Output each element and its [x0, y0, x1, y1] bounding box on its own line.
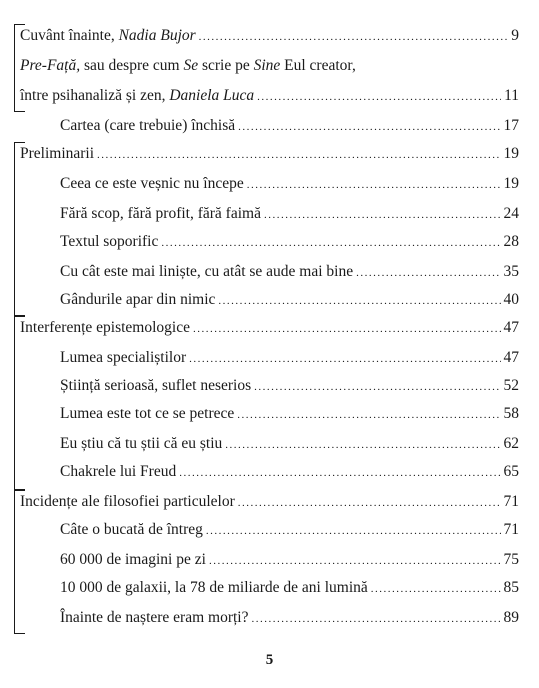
toc-subentry	[60, 402, 519, 426]
toc-title-segment: Pre-Față,	[20, 57, 81, 74]
toc-title-segment: Înainte de naștere eram morți?	[60, 609, 249, 626]
toc-title-segment: Cartea (care trebuie) închisă	[60, 117, 236, 134]
toc-subentry	[60, 374, 519, 398]
dot-leader	[209, 549, 501, 573]
toc-title-segment: 60 000 de imagini pe zi	[60, 551, 206, 568]
dot-leader	[238, 115, 500, 139]
toc-entry-title	[20, 54, 356, 78]
toc-page-number: 65	[503, 463, 519, 480]
dot-leader	[237, 403, 500, 427]
toc-page-number: 85	[503, 579, 519, 596]
dot-leader	[206, 519, 501, 543]
toc-entry-title	[60, 202, 261, 226]
toc-entry-title	[60, 576, 368, 600]
toc-subentry	[60, 172, 519, 196]
toc-page-number: 47	[503, 349, 519, 366]
toc-page-number: 35	[503, 263, 519, 280]
dot-leader	[161, 231, 500, 255]
toc-entry-title	[60, 346, 186, 370]
dot-leader	[225, 433, 500, 457]
toc-entry	[20, 490, 519, 514]
dot-leader	[247, 173, 501, 197]
toc-subentry	[60, 518, 519, 542]
toc-entry-title	[60, 230, 158, 254]
toc-entry-title	[60, 548, 206, 572]
toc-entry	[20, 84, 519, 108]
toc-title-segment: Textul soporific	[60, 233, 159, 250]
toc-entry	[20, 54, 519, 78]
toc-title-segment: Sine	[253, 57, 281, 74]
toc-subentry	[60, 288, 519, 312]
toc-page-number: 75	[503, 551, 519, 568]
toc-page-number: 52	[503, 377, 519, 394]
toc-entry-title	[60, 260, 353, 284]
dot-leader	[179, 461, 500, 485]
toc-page-number: 62	[503, 435, 519, 452]
toc-entry-title	[60, 172, 244, 196]
dot-leader	[356, 261, 500, 285]
toc-entry-title	[20, 316, 190, 340]
toc-subentry	[60, 202, 519, 226]
toc-entry-title	[60, 374, 251, 398]
toc-entry-title	[20, 84, 254, 108]
toc-entry-title	[60, 114, 235, 138]
toc-title-segment: Preliminarii	[20, 145, 95, 162]
toc-entry-title	[20, 24, 196, 48]
toc-subentry	[60, 576, 519, 600]
toc-page-number: 47	[503, 319, 519, 336]
toc-title-segment: Eu știu că tu știi că eu știu	[60, 435, 223, 452]
toc-title-segment: Incidențe ale filosofiei particulelor	[20, 493, 235, 510]
toc-title-segment: între psihanaliză și zen,	[20, 87, 170, 104]
toc-subentry	[60, 260, 519, 284]
section-bracket	[14, 24, 25, 112]
toc-title-segment: Daniela Luca	[169, 87, 255, 104]
toc-subentry	[60, 432, 519, 456]
toc-title-segment: Fără scop, fără profit, fără faimă	[60, 205, 261, 222]
toc-subentry	[60, 114, 519, 138]
toc-entry	[20, 316, 519, 340]
toc-entry-title	[60, 518, 203, 542]
toc-entry-title	[60, 460, 176, 484]
toc-entry-title	[60, 432, 222, 456]
toc-title-segment: scrie pe	[198, 57, 254, 74]
dot-leader	[264, 203, 501, 227]
toc-page-number: 17	[503, 117, 519, 134]
toc-page-number: 58	[503, 405, 519, 422]
toc-page-number: 9	[511, 27, 519, 44]
dot-leader	[189, 347, 500, 371]
toc-title-segment: Cuvânt înainte,	[20, 27, 119, 44]
toc-title-segment: Gândurile apar din nimic	[60, 291, 216, 308]
section-bracket	[14, 316, 25, 490]
section-bracket	[14, 142, 25, 316]
toc-subentry	[60, 230, 519, 254]
toc-subentry	[60, 460, 519, 484]
toc-subentry	[60, 346, 519, 370]
toc-title-segment: Cu cât este mai liniște, cu atât se aude mai bine	[60, 263, 354, 280]
toc-page-number: 89	[503, 609, 519, 626]
toc-title-segment: Lumea este tot ce se petrece	[60, 405, 235, 422]
toc-entry	[20, 24, 519, 48]
toc-page-number: 11	[504, 87, 519, 104]
dot-leader	[193, 317, 501, 341]
dot-leader	[371, 577, 501, 601]
toc-entry-title	[60, 288, 215, 312]
toc-title-segment: Lumea specialiștilor	[60, 349, 187, 366]
toc-title-segment: sau despre cum	[80, 57, 184, 74]
dot-leader	[254, 375, 500, 399]
dot-leader	[257, 85, 501, 109]
dot-leader	[252, 607, 501, 631]
toc-title-segment: Câte o bucată de întreg	[60, 521, 203, 538]
toc-page-number: 19	[503, 175, 519, 192]
page-number: 5	[265, 652, 274, 668]
toc-title-segment: Nadia Bujor	[118, 27, 196, 44]
dot-leader	[199, 25, 509, 49]
dot-leader	[238, 491, 501, 515]
toc-page-number: 24	[503, 205, 519, 222]
toc-title-segment: Se	[183, 57, 199, 74]
toc-title-segment: Ceea ce este veșnic nu începe	[60, 175, 244, 192]
toc-page-number: 71	[503, 493, 519, 510]
toc-page-number: 71	[503, 521, 519, 538]
toc-page-number: 40	[503, 291, 519, 308]
toc-entry-title	[20, 490, 235, 514]
toc-entry-title	[20, 142, 94, 166]
toc-title-segment: Eul creator,	[280, 57, 356, 74]
toc-entry-title	[60, 606, 249, 630]
dot-leader	[218, 289, 500, 313]
toc-entry-title	[60, 402, 234, 426]
toc-title-segment: Chakrele lui Freud	[60, 463, 177, 480]
toc-entry	[20, 142, 519, 166]
toc-page-number: 28	[503, 233, 519, 250]
toc-title-segment: Interferențe epistemologice	[20, 319, 190, 336]
toc-subentry	[60, 548, 519, 572]
toc-title-segment: 10 000 de galaxii, la 78 de miliarde de ani lumină	[60, 579, 368, 596]
dot-leader	[97, 143, 500, 167]
toc-subentry	[60, 606, 519, 630]
section-bracket	[14, 490, 25, 634]
toc-title-segment: Știință serioasă, suflet neserios	[60, 377, 252, 394]
toc-page-number: 19	[503, 145, 519, 162]
